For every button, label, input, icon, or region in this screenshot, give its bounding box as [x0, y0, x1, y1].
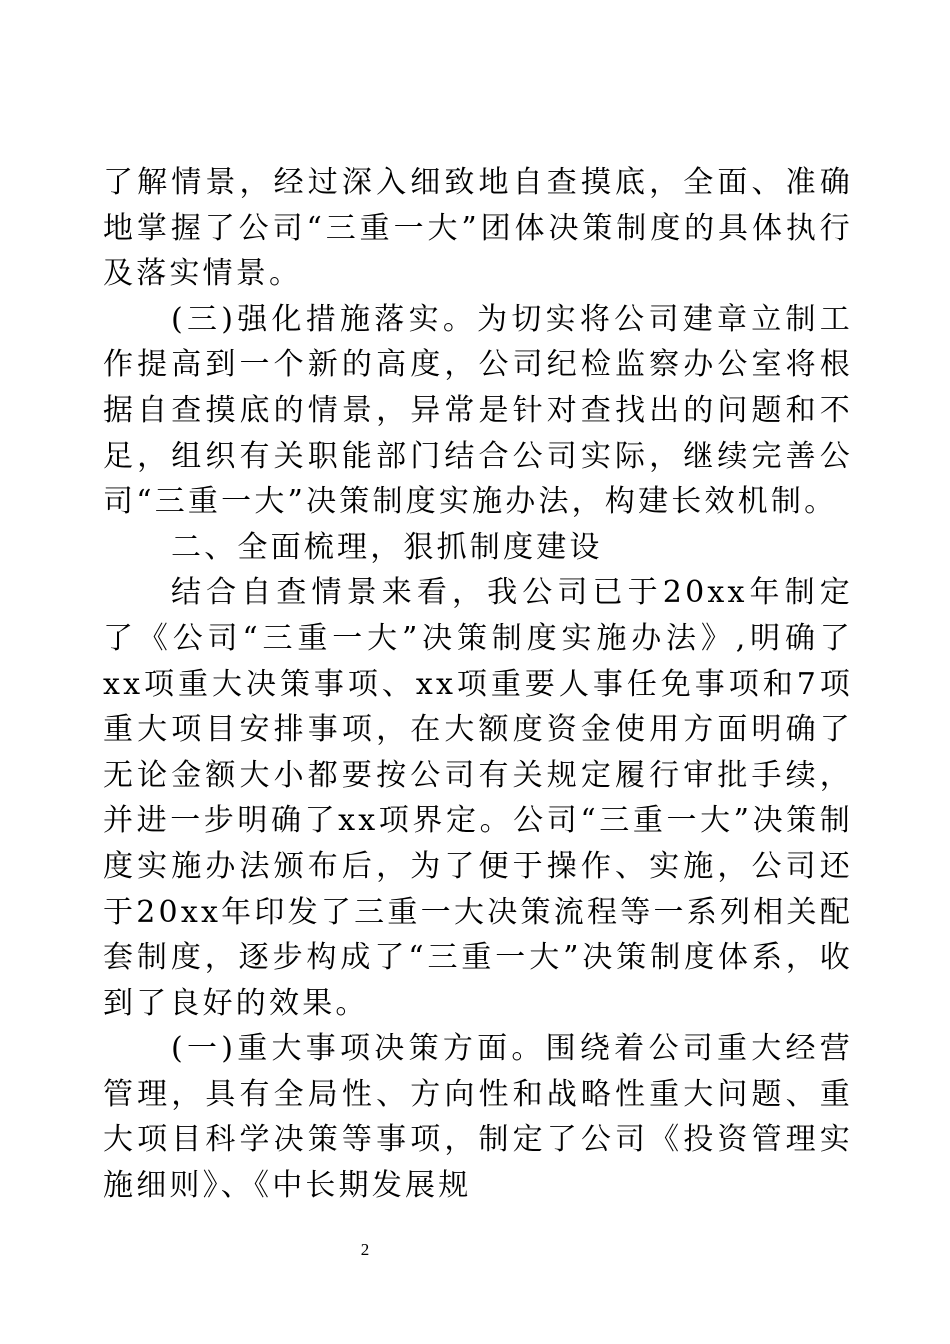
paragraph-major-decisions: (一)重大事项决策方面。围绕着公司重大经营管理，具有全局性、方向性和战略性重大问题、重大项目科学决策等事项，制定了公司《投资管理实施细则》、《中长期发展规 — [103, 1031, 853, 1204]
page-number: 2 — [360, 1240, 370, 1259]
document-body — [103, 160, 853, 1209]
section-heading-two: 二、全面梳理，狠抓制度建设 — [171, 529, 603, 565]
paragraph-continuation: 了解情景，经过深入细致地自查摸底，全面、准确地掌握了公司“三重一大”团体决策制度的具体执行及落实情景。 — [103, 165, 853, 292]
paragraph-self-inspection: 结合自查情景来看，我公司已于20xx年制定了《公司“三重一大”决策制度实施办法》,明确了xx项重大决策事项、xx项重要人事任免事项和7项重大项目安排事项，在大额度资金使用方面明确了无论金额大小都要按公司有关规定履行审批手续，并进一步明确了xx项界定。公司“三重一大”决策制度实施办法颁布后，为了便于操作、实施，公司还于20xx年印发了三重一大决策流程等一系列相关配套制度，逐步构成了“三重一大”决策制度体系，收到了良好的效果。 — [103, 575, 853, 1021]
paragraph-strengthen-measures: (三)强化措施落实。为切实将公司建章立制工作提高到一个新的高度，公司纪检监察办公室将根据自查摸底的情景，异常是针对查找出的问题和不足，组织有关职能部门结合公司实际，继续完善公司“三重一大”决策制度实施办法，构建长效机制。 — [103, 301, 853, 520]
